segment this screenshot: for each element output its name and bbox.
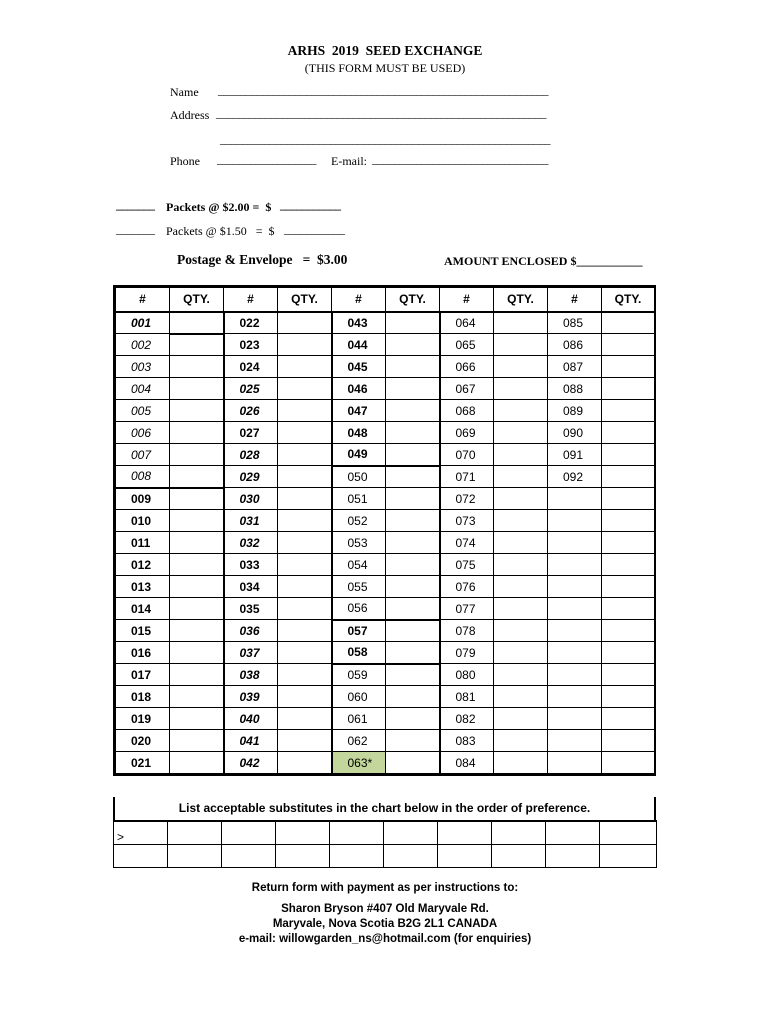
qty-input-cell[interactable]: [494, 488, 548, 510]
qty-input-cell[interactable]: [494, 422, 548, 444]
qty-input-cell[interactable]: [602, 356, 655, 378]
qty-input-cell[interactable]: [278, 510, 332, 532]
packets-150-label: Packets @ $1.50 = $: [166, 224, 275, 238]
seed-number-cell: 023: [224, 334, 278, 356]
substitute-cell[interactable]: [546, 821, 600, 844]
qty-input-cell[interactable]: [170, 752, 224, 774]
form-subtitle: (THIS FORM MUST BE USED): [304, 61, 466, 75]
seed-number-cell: 031: [224, 510, 278, 532]
substitute-cell[interactable]: [222, 844, 276, 867]
packets-150-amount-field[interactable]: ___________: [284, 222, 345, 236]
qty-input-cell[interactable]: [494, 378, 548, 400]
qty-input-cell[interactable]: [602, 312, 655, 334]
table-row: [116, 708, 655, 730]
seed-number-cell: 009: [116, 488, 170, 510]
table-row: [116, 334, 655, 356]
qty-input-cell[interactable]: [278, 356, 332, 378]
substitute-cell[interactable]: [276, 821, 330, 844]
name-field[interactable]: ____________________________________________________________: [218, 83, 548, 97]
qty-input-cell[interactable]: [278, 334, 332, 356]
qty-input-cell[interactable]: [386, 422, 440, 444]
seed-number-cell: 068: [440, 400, 494, 422]
seed-number-cell: 035: [224, 598, 278, 620]
substitute-cell[interactable]: [600, 844, 657, 867]
qty-input-cell[interactable]: [278, 642, 332, 664]
seed-number-cell: 040: [224, 708, 278, 730]
qty-input-cell[interactable]: [494, 356, 548, 378]
qty-input-cell[interactable]: [278, 554, 332, 576]
seed-number-cell: [548, 576, 602, 598]
seed-number-cell: 032: [224, 532, 278, 554]
qty-input-cell[interactable]: [494, 708, 548, 730]
qty-input-cell[interactable]: [278, 422, 332, 444]
qty-input-cell[interactable]: [278, 708, 332, 730]
seed-number-cell: [548, 664, 602, 686]
seed-number-cell: 091: [548, 444, 602, 466]
qty-input-cell[interactable]: [386, 510, 440, 532]
qty-input-cell[interactable]: [170, 598, 224, 620]
qty-input-cell[interactable]: [386, 664, 440, 686]
qty-input-cell[interactable]: [170, 400, 224, 422]
seed-number-cell: [548, 752, 602, 774]
seed-number-cell: 034: [224, 576, 278, 598]
seed-number-cell: 002: [116, 334, 170, 356]
qty-input-cell[interactable]: [170, 664, 224, 686]
qty-input-cell[interactable]: [602, 664, 655, 686]
qty-input-cell[interactable]: [170, 510, 224, 532]
seed-number-cell: 005: [116, 400, 170, 422]
seed-number-cell: 053: [332, 532, 386, 554]
qty-input-cell[interactable]: [386, 708, 440, 730]
qty-input-cell[interactable]: [602, 378, 655, 400]
substitute-cell[interactable]: [546, 844, 600, 867]
substitutes-grid: [113, 820, 656, 868]
seed-number-cell: 041: [224, 730, 278, 752]
seed-number-cell: 004: [116, 378, 170, 400]
qty-input-cell[interactable]: [278, 664, 332, 686]
seed-number-cell: [548, 554, 602, 576]
seed-number-cell: 048: [332, 422, 386, 444]
seed-number-cell: 069: [440, 422, 494, 444]
seed-number-cell: 089: [548, 400, 602, 422]
seed-number-cell: 018: [116, 686, 170, 708]
qty-input-cell[interactable]: [278, 488, 332, 510]
seed-number-cell: 029: [224, 466, 278, 488]
qty-input-cell[interactable]: [170, 312, 224, 334]
seed-number-cell: 011: [116, 532, 170, 554]
seed-number-cell: [548, 642, 602, 664]
qty-input-cell[interactable]: [386, 752, 440, 774]
substitute-cell[interactable]: [492, 844, 546, 867]
address-label: Address: [170, 108, 210, 122]
seed-number-cell: 027: [224, 422, 278, 444]
return-instructions: [0, 882, 770, 948]
qty-input-cell[interactable]: [278, 466, 332, 488]
table-row: [116, 466, 655, 488]
qty-input-cell[interactable]: [602, 334, 655, 356]
qty-input-cell[interactable]: [170, 334, 224, 356]
qty-input-cell[interactable]: [602, 488, 655, 510]
packets-2-amount-field[interactable]: ___________: [280, 198, 341, 212]
form-title: ARHS 2019 SEED EXCHANGE: [287, 43, 483, 58]
qty-input-cell[interactable]: [386, 532, 440, 554]
col-header-qty: QTY.: [494, 288, 548, 312]
email-label: E-mail:: [331, 154, 367, 168]
substitute-cell[interactable]: [168, 821, 222, 844]
seed-number-cell: 074: [440, 532, 494, 554]
substitute-cell[interactable]: [384, 844, 438, 867]
substitute-cell[interactable]: [330, 821, 384, 844]
qty-input-cell[interactable]: [602, 642, 655, 664]
name-label: Name: [170, 85, 199, 99]
seed-number-cell: 013: [116, 576, 170, 598]
qty-input-cell[interactable]: [170, 686, 224, 708]
substitute-cell[interactable]: [492, 821, 546, 844]
seed-number-cell: 012: [116, 554, 170, 576]
seed-number-cell: 072: [440, 488, 494, 510]
seed-number-cell: 092: [548, 466, 602, 488]
email-field[interactable]: ________________________________: [372, 152, 548, 166]
qty-input-cell[interactable]: [386, 620, 440, 642]
seed-number-cell: 090: [548, 422, 602, 444]
qty-input-cell[interactable]: [386, 598, 440, 620]
substitute-cell[interactable]: [600, 821, 657, 844]
seed-number-cell: 052: [332, 510, 386, 532]
substitutes-table: [113, 820, 657, 868]
qty-input-cell[interactable]: [278, 620, 332, 642]
table-row: [116, 576, 655, 598]
qty-input-cell[interactable]: [602, 620, 655, 642]
qty-input-cell[interactable]: [494, 400, 548, 422]
seed-number-cell: 055: [332, 576, 386, 598]
col-header-number: #: [116, 288, 170, 312]
table-row: [116, 356, 655, 378]
qty-input-cell[interactable]: [278, 400, 332, 422]
seed-number-cell: 077: [440, 598, 494, 620]
seed-number-cell: 043: [332, 312, 386, 334]
table-row: [116, 312, 655, 334]
qty-input-cell[interactable]: [602, 576, 655, 598]
qty-input-cell[interactable]: [602, 598, 655, 620]
packets-150-count-field[interactable]: _______: [116, 222, 155, 236]
qty-input-cell[interactable]: [494, 752, 548, 774]
col-header-number: #: [548, 288, 602, 312]
table-row: [116, 532, 655, 554]
seed-number-cell: 046: [332, 378, 386, 400]
qty-input-cell[interactable]: [386, 312, 440, 334]
return-name-address: Sharon Bryson #407 Old Maryvale Rd.: [281, 903, 489, 915]
qty-input-cell[interactable]: [170, 444, 224, 466]
col-header-number: #: [332, 288, 386, 312]
seed-order-table: [115, 287, 655, 774]
qty-input-cell[interactable]: [602, 554, 655, 576]
seed-number-cell: 063*: [332, 752, 386, 774]
seed-number-cell: 024: [224, 356, 278, 378]
qty-input-cell[interactable]: [386, 730, 440, 752]
seed-number-cell: [548, 620, 602, 642]
seed-number-cell: 028: [224, 444, 278, 466]
qty-input-cell[interactable]: [170, 554, 224, 576]
return-heading: Return form with payment as per instructions to:: [251, 882, 519, 894]
seed-number-cell: 001: [116, 312, 170, 334]
seed-number-cell: [548, 686, 602, 708]
qty-input-cell[interactable]: [278, 532, 332, 554]
seed-number-cell: 015: [116, 620, 170, 642]
seed-number-cell: 044: [332, 334, 386, 356]
seed-number-cell: 084: [440, 752, 494, 774]
seed-number-cell: 050: [332, 466, 386, 488]
seed-number-cell: 039: [224, 686, 278, 708]
qty-input-cell[interactable]: [494, 510, 548, 532]
seed-number-cell: 058: [332, 642, 386, 664]
qty-input-cell[interactable]: [278, 312, 332, 334]
qty-input-cell[interactable]: [386, 400, 440, 422]
seed-number-cell: 054: [332, 554, 386, 576]
qty-input-cell[interactable]: [278, 686, 332, 708]
qty-input-cell[interactable]: [386, 554, 440, 576]
substitute-cell[interactable]: [384, 821, 438, 844]
qty-input-cell[interactable]: [170, 466, 224, 488]
seed-number-cell: 062: [332, 730, 386, 752]
seed-number-cell: [548, 598, 602, 620]
substitute-cell[interactable]: >: [114, 821, 168, 844]
table-row: [116, 664, 655, 686]
qty-input-cell[interactable]: [170, 356, 224, 378]
qty-input-cell[interactable]: [494, 664, 548, 686]
seed-order-grid: [113, 285, 656, 776]
substitutes-instruction: List acceptable substitutes in the chart below in the order of preference.: [113, 797, 656, 820]
seed-number-cell: 076: [440, 576, 494, 598]
table-row: [116, 642, 655, 664]
qty-input-cell[interactable]: [386, 378, 440, 400]
qty-input-cell[interactable]: [386, 466, 440, 488]
seed-number-cell: 037: [224, 642, 278, 664]
qty-input-cell[interactable]: [278, 598, 332, 620]
phone-field[interactable]: __________________: [217, 152, 316, 166]
seed-number-cell: 083: [440, 730, 494, 752]
substitute-cell[interactable]: [222, 821, 276, 844]
seed-number-cell: 026: [224, 400, 278, 422]
seed-number-cell: 087: [548, 356, 602, 378]
col-header-qty: QTY.: [278, 288, 332, 312]
qty-input-cell[interactable]: [386, 642, 440, 664]
qty-input-cell[interactable]: [494, 334, 548, 356]
qty-input-cell[interactable]: [602, 422, 655, 444]
seed-number-cell: [548, 532, 602, 554]
packets-2-label: Packets @ $2.00 = $: [166, 200, 272, 214]
qty-input-cell[interactable]: [386, 488, 440, 510]
seed-number-cell: 049: [332, 444, 386, 466]
postage-envelope-line: Postage & Envelope = $3.00: [177, 252, 348, 267]
seed-number-cell: 022: [224, 312, 278, 334]
table-row: [116, 752, 655, 774]
qty-input-cell[interactable]: [602, 532, 655, 554]
seed-number-cell: 075: [440, 554, 494, 576]
substitute-cell[interactable]: [276, 844, 330, 867]
address-field[interactable]: ____________________________________________________________: [216, 106, 546, 120]
seed-number-cell: 021: [116, 752, 170, 774]
seed-number-cell: [548, 488, 602, 510]
qty-input-cell[interactable]: [602, 686, 655, 708]
qty-input-cell[interactable]: [494, 466, 548, 488]
seed-number-cell: 060: [332, 686, 386, 708]
seed-number-cell: 065: [440, 334, 494, 356]
qty-input-cell[interactable]: [494, 686, 548, 708]
address-field-line2[interactable]: ____________________________________________________________: [220, 132, 550, 146]
table-header-row: [116, 288, 655, 312]
col-header-number: #: [224, 288, 278, 312]
return-email: e-mail: willowgarden_ns@hotmail.com (for enquiries): [238, 933, 532, 945]
seed-number-cell: 020: [116, 730, 170, 752]
qty-input-cell[interactable]: [170, 730, 224, 752]
qty-input-cell[interactable]: [602, 730, 655, 752]
qty-input-cell[interactable]: [602, 752, 655, 774]
substitute-cell[interactable]: [438, 821, 492, 844]
table-row: [116, 598, 655, 620]
qty-input-cell[interactable]: [170, 620, 224, 642]
seed-number-cell: 051: [332, 488, 386, 510]
qty-input-cell[interactable]: [494, 576, 548, 598]
seed-number-cell: 082: [440, 708, 494, 730]
amount-enclosed-field[interactable]: AMOUNT ENCLOSED $___________: [444, 254, 643, 268]
substitute-cell[interactable]: [114, 844, 168, 867]
seed-number-cell: 070: [440, 444, 494, 466]
col-header-qty: QTY.: [602, 288, 655, 312]
seed-number-cell: 047: [332, 400, 386, 422]
qty-input-cell[interactable]: [278, 752, 332, 774]
table-row: [116, 488, 655, 510]
qty-input-cell[interactable]: [278, 378, 332, 400]
seed-number-cell: 071: [440, 466, 494, 488]
qty-input-cell[interactable]: [494, 730, 548, 752]
substitutes-row: [114, 844, 657, 867]
qty-input-cell[interactable]: [170, 708, 224, 730]
seed-number-cell: 003: [116, 356, 170, 378]
seed-number-cell: 066: [440, 356, 494, 378]
seed-number-cell: 061: [332, 708, 386, 730]
substitute-cell[interactable]: [438, 844, 492, 867]
table-row: [116, 510, 655, 532]
col-header-number: #: [440, 288, 494, 312]
seed-number-cell: 014: [116, 598, 170, 620]
qty-input-cell[interactable]: [386, 356, 440, 378]
seed-number-cell: [548, 708, 602, 730]
seed-number-cell: 086: [548, 334, 602, 356]
qty-input-cell[interactable]: [494, 554, 548, 576]
table-row: [116, 422, 655, 444]
qty-input-cell[interactable]: [170, 532, 224, 554]
qty-input-cell[interactable]: [494, 312, 548, 334]
seed-number-cell: 088: [548, 378, 602, 400]
seed-number-cell: 045: [332, 356, 386, 378]
qty-input-cell[interactable]: [494, 444, 548, 466]
packets-2-count-field[interactable]: _______: [116, 198, 155, 212]
table-row: [116, 400, 655, 422]
seed-number-cell: 019: [116, 708, 170, 730]
qty-input-cell[interactable]: [494, 620, 548, 642]
qty-input-cell[interactable]: [602, 444, 655, 466]
qty-input-cell[interactable]: [386, 576, 440, 598]
seed-number-cell: 067: [440, 378, 494, 400]
qty-input-cell[interactable]: [494, 532, 548, 554]
phone-label: Phone: [170, 154, 200, 168]
qty-input-cell[interactable]: [494, 598, 548, 620]
seed-number-cell: 036: [224, 620, 278, 642]
seed-number-cell: 038: [224, 664, 278, 686]
seed-number-cell: 010: [116, 510, 170, 532]
qty-input-cell[interactable]: [170, 422, 224, 444]
seed-number-cell: 085: [548, 312, 602, 334]
qty-input-cell[interactable]: [494, 642, 548, 664]
seed-number-cell: 033: [224, 554, 278, 576]
seed-number-cell: 007: [116, 444, 170, 466]
return-city: Maryvale, Nova Scotia B2G 2L1 CANADA: [272, 918, 498, 930]
table-row: [116, 730, 655, 752]
qty-input-cell[interactable]: [386, 686, 440, 708]
seed-number-cell: 073: [440, 510, 494, 532]
qty-input-cell[interactable]: [170, 378, 224, 400]
substitute-cell[interactable]: [330, 844, 384, 867]
qty-input-cell[interactable]: [170, 576, 224, 598]
qty-input-cell[interactable]: [386, 444, 440, 466]
seed-number-cell: 042: [224, 752, 278, 774]
qty-input-cell[interactable]: [386, 334, 440, 356]
col-header-qty: QTY.: [386, 288, 440, 312]
seed-number-cell: 030: [224, 488, 278, 510]
qty-input-cell[interactable]: [170, 488, 224, 510]
qty-input-cell[interactable]: [602, 510, 655, 532]
seed-number-cell: 006: [116, 422, 170, 444]
col-header-qty: QTY.: [170, 288, 224, 312]
seed-number-cell: 079: [440, 642, 494, 664]
table-row: [116, 378, 655, 400]
seed-number-cell: 078: [440, 620, 494, 642]
seed-number-cell: 008: [116, 466, 170, 488]
qty-input-cell[interactable]: [602, 400, 655, 422]
table-row: [116, 444, 655, 466]
table-row: [116, 620, 655, 642]
seed-number-cell: 025: [224, 378, 278, 400]
seed-number-cell: 059: [332, 664, 386, 686]
substitute-cell[interactable]: [168, 844, 222, 867]
qty-input-cell[interactable]: [278, 730, 332, 752]
qty-input-cell[interactable]: [602, 466, 655, 488]
seed-number-cell: 057: [332, 620, 386, 642]
table-row: [116, 686, 655, 708]
seed-number-cell: 081: [440, 686, 494, 708]
table-row: [116, 554, 655, 576]
seed-number-cell: 017: [116, 664, 170, 686]
qty-input-cell[interactable]: [170, 642, 224, 664]
substitutes-row: [114, 821, 657, 844]
seed-number-cell: [548, 510, 602, 532]
qty-input-cell[interactable]: [602, 708, 655, 730]
qty-input-cell[interactable]: [278, 444, 332, 466]
qty-input-cell[interactable]: [278, 576, 332, 598]
seed-number-cell: [548, 730, 602, 752]
seed-number-cell: 064: [440, 312, 494, 334]
seed-number-cell: 080: [440, 664, 494, 686]
seed-number-cell: 016: [116, 642, 170, 664]
seed-number-cell: 056: [332, 598, 386, 620]
